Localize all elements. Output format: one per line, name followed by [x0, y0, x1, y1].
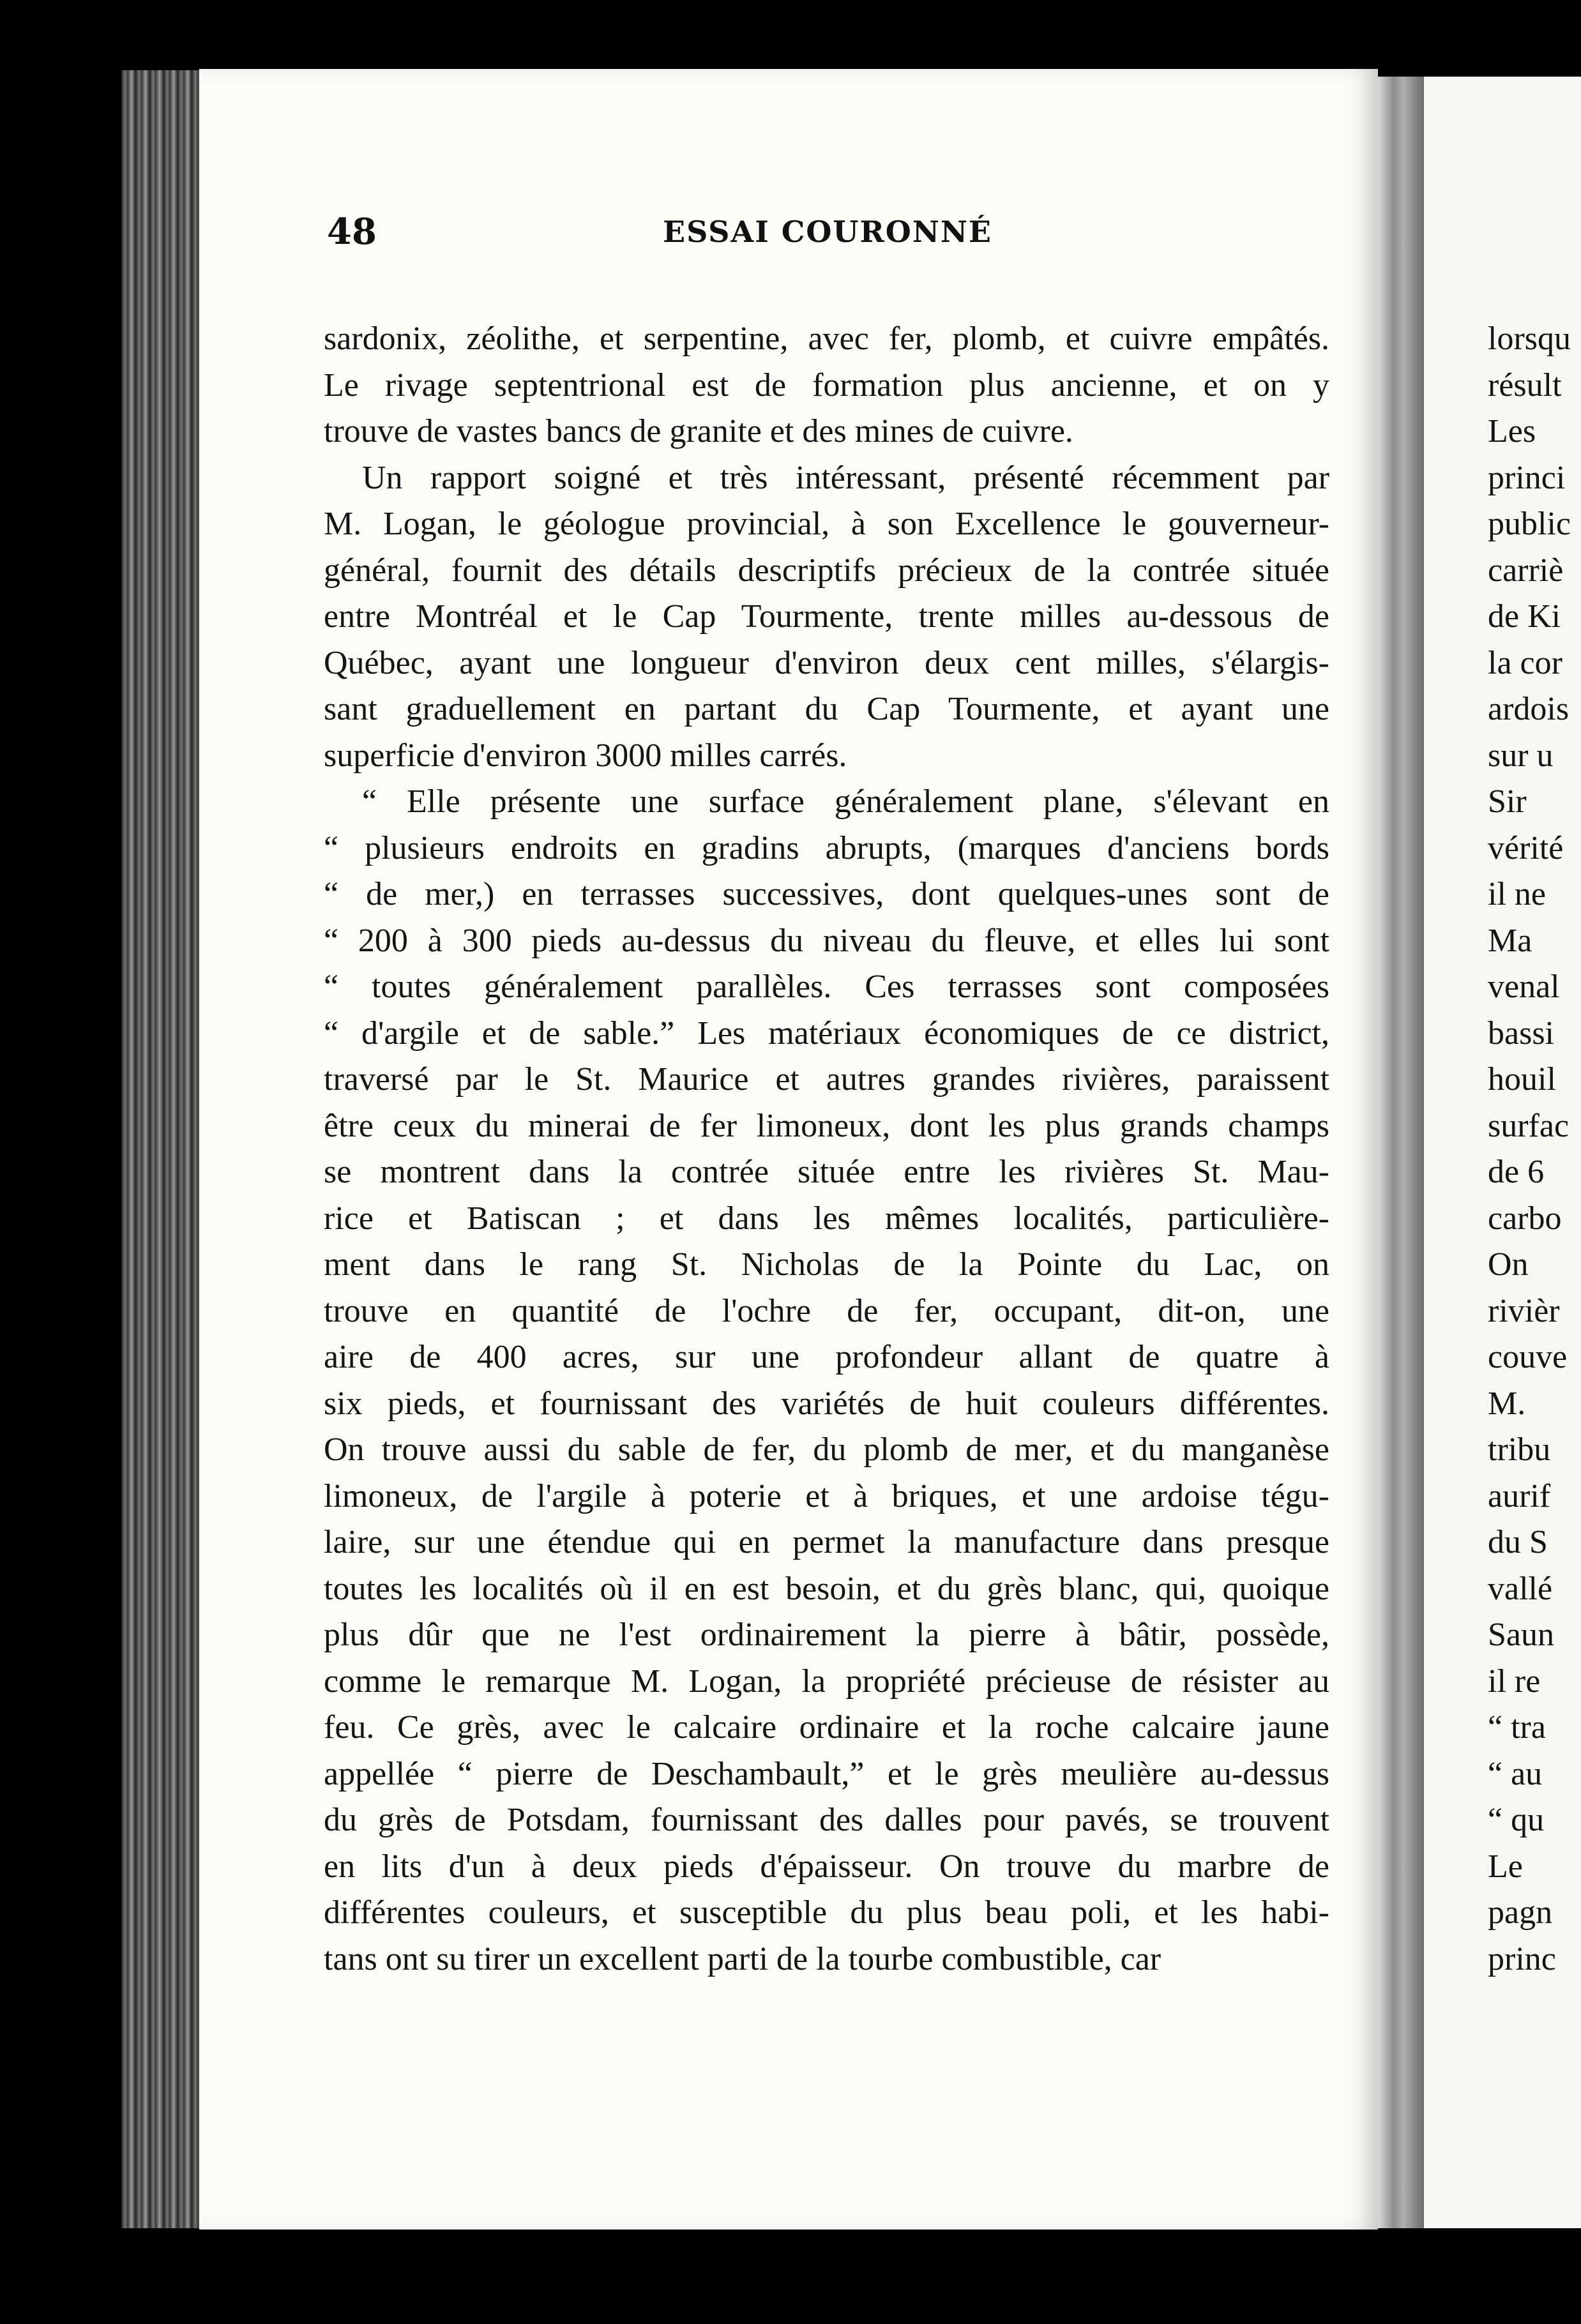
text-line: différentes couleurs, et susceptible du plus beau poli, et les habi- [324, 1894, 1329, 1931]
facing-text-fragment: Ma [1488, 922, 1532, 959]
book-gutter [1378, 77, 1424, 2228]
text-line: “ de mer,) en terrasses successives, dont quelques-unes sont de [324, 876, 1329, 912]
text-line: “ Elle présente une surface généralement plane, s'élevant en [362, 783, 1329, 820]
facing-text-fragment: pagn [1488, 1894, 1553, 1931]
text-line: entre Montréal et le Cap Tourmente, trente milles au-dessous de [324, 598, 1329, 635]
facing-text-fragment: princ [1488, 1940, 1556, 1977]
facing-text-fragment: “ tra [1488, 1709, 1546, 1746]
facing-text-fragment: houil [1488, 1061, 1556, 1098]
facing-text-fragment: ardois [1488, 691, 1570, 727]
facing-text-fragment: lorsqu [1488, 321, 1571, 357]
facing-text-fragment: M. [1488, 1385, 1526, 1422]
facing-text-fragment: carriè [1488, 552, 1564, 589]
facing-text-fragment: rivièr [1488, 1292, 1560, 1329]
text-line: en lits d'un à deux pieds d'épaisseur. On trouve du marbre de [324, 1848, 1329, 1885]
running-head [327, 211, 1328, 262]
text-line: Un rapport soigné et très intéressant, présenté récemment par [362, 459, 1329, 496]
text-line: Québec, ayant une longueur d'environ deux cent milles, s'élargis- [324, 644, 1329, 681]
text-line: Le rivage septentrional est de formation plus ancienne, et on y [324, 366, 1329, 404]
facing-text-fragment: public [1488, 506, 1571, 542]
page-edges-left [121, 70, 201, 2228]
facing-text-fragment: il ne [1488, 876, 1546, 912]
facing-text-fragment: surfac [1488, 1107, 1570, 1144]
facing-text-fragment: de Ki [1488, 598, 1561, 635]
text-line: être ceux du minerai de fer limoneux, dont les plus grands champs [324, 1107, 1329, 1144]
facing-text-fragment: Le [1488, 1848, 1523, 1885]
text-line: du grès de Potsdam, fournissant des dalles pour pavés, se trouvent [324, 1802, 1329, 1838]
text-line: comme le remarque M. Logan, la propriété précieuse de résister au [324, 1663, 1329, 1700]
facing-text-fragment: sur u [1488, 737, 1554, 774]
page-title: ESSAI COURONNÉ [663, 215, 992, 249]
facing-text-fragment: Les [1488, 413, 1536, 449]
text-line: appellée “ pierre de Deschambault,” et le grès meulière au-dessus [324, 1755, 1329, 1792]
text-line: ment dans le rang St. Nicholas de la Pointe du Lac, on [324, 1246, 1329, 1283]
facing-text-fragment: aurif [1488, 1477, 1551, 1514]
facing-text-fragment: “ qu [1488, 1802, 1545, 1838]
facing-text-fragment: Saun [1488, 1617, 1554, 1653]
text-line: sant graduellement en partant du Cap Tourmente, et ayant une [324, 691, 1329, 727]
text-line: traversé par le St. Maurice et autres grandes rivières, paraissent [324, 1061, 1329, 1098]
facing-text-fragment: On [1488, 1246, 1529, 1283]
text-line: On trouve aussi du sable de fer, du plomb de mer, et du manganèse [324, 1431, 1329, 1468]
facing-text-fragment: vallé [1488, 1570, 1553, 1607]
facing-text-fragment: vérité [1488, 829, 1564, 866]
facing-text-fragment: du S [1488, 1524, 1548, 1560]
text-line: toutes les localités où il en est besoin, et du grès blanc, qui, quoique [324, 1570, 1329, 1607]
text-line: “ plusieurs endroits en gradins abrupts, (marques d'anciens bords [324, 829, 1329, 866]
facing-text-fragment: la cor [1488, 644, 1562, 681]
text-line: général, fournit des détails descriptifs précieux de la contrée située [324, 552, 1329, 589]
facing-text-fragment: carbo [1488, 1200, 1562, 1237]
facing-text-fragment: bassi [1488, 1015, 1554, 1052]
text-line: se montrent dans la contrée située entre les rivières St. Mau- [324, 1154, 1329, 1190]
text-line: limoneux, de l'argile à poterie et à briques, et une ardoise tégu- [324, 1477, 1329, 1514]
facing-text-fragment: “ au [1488, 1755, 1543, 1792]
text-line: “ 200 à 300 pieds au-dessus du niveau du fleuve, et elles lui sont [324, 922, 1329, 959]
text-line: rice et Batiscan ; et dans les mêmes localités, particulière- [324, 1200, 1329, 1237]
page-number: 48 [327, 211, 377, 253]
text-line: superficie d'environ 3000 milles carrés. [324, 737, 847, 774]
facing-text-fragment: tribu [1488, 1431, 1551, 1468]
text-line: laire, sur une étendue qui en permet la manufacture dans presque [324, 1524, 1329, 1560]
body-text [324, 316, 1329, 1982]
text-line: M. Logan, le géologue provincial, à son Excellence le gouverneur- [324, 506, 1329, 542]
text-line: feu. Ce grès, avec le calcaire ordinaire et la roche calcaire jaune [324, 1709, 1329, 1746]
facing-page-text [1488, 316, 1581, 1982]
facing-text-fragment: princi [1488, 459, 1566, 496]
facing-text-fragment: Sir [1488, 783, 1527, 820]
text-line: trouve en quantité de l'ochre de fer, occupant, dit-on, une [324, 1292, 1329, 1329]
facing-text-fragment: il re [1488, 1663, 1541, 1700]
text-line: tans ont su tirer un excellent parti de la tourbe combustible, car [324, 1940, 1161, 1977]
facing-text-fragment: couve [1488, 1339, 1568, 1375]
text-line: aire de 400 acres, sur une profondeur allant de quatre à [324, 1339, 1329, 1375]
facing-text-fragment: venal [1488, 969, 1560, 1005]
text-line: plus dûr que ne l'est ordinairement la pierre à bâtir, possède, [324, 1617, 1329, 1653]
text-line: “ toutes généralement parallèles. Ces terrasses sont composées [324, 969, 1329, 1005]
facing-text-fragment: résult [1488, 366, 1562, 404]
text-line: six pieds, et fournissant des variétés de huit couleurs différentes. [324, 1385, 1329, 1422]
text-line: “ d'argile et de sable.” Les matériaux économiques de ce district, [324, 1015, 1329, 1052]
text-line: sardonix, zéolithe, et serpentine, avec fer, plomb, et cuivre empâtés. [324, 321, 1329, 357]
text-line: trouve de vastes bancs de granite et des mines de cuivre. [324, 413, 1073, 449]
facing-text-fragment: de 6 [1488, 1154, 1545, 1190]
